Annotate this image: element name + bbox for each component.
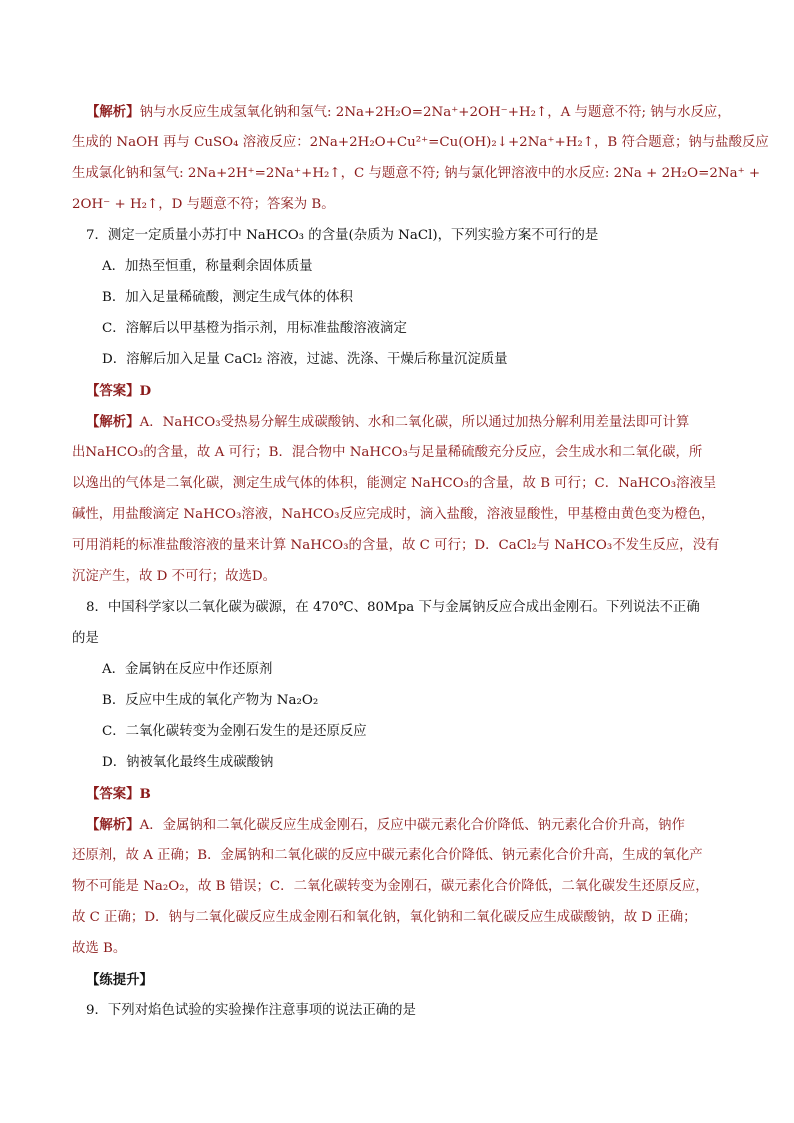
q8-analysis-tag: 【解析】: [86, 817, 140, 833]
analysis6-text: 钠与水反应生成氢氧化钠和氢气: 2Na+2H₂O=2Na⁺+2OH⁻+H₂↑，A 与题意不符; 钠与水反应，: [139, 105, 731, 120]
q7-analysis-line-5: 可用消耗的标准盐酸溶液的量来计算 NaHCO₃的含量，故 C 可行；D．CaCl₂与 NaHCO₃不发生反应，没有: [72, 538, 720, 553]
q7-analysis-line-2: 出NaHCO₃的含量，故 A 可行；B．混合物中 NaHCO₃与足量稀硫酸充分反应，会生成水和二氧化碳，所: [72, 445, 703, 460]
section-heading: 【练提升】: [86, 972, 153, 988]
q7-analysis-line-1: [86, 412, 746, 433]
q8-analysis-text: A．金属钠和二氧化碳反应生成金刚石，反应中碳元素化合价降低、钠元素化合价升高，钠作: [139, 818, 685, 833]
q7-option-b: B．加入足量稀硫酸，测定生成气体的体积: [102, 290, 353, 305]
q8-option-a: A．金属钠在反应中作还原剂: [102, 662, 273, 677]
analysis6-line-1: [86, 102, 746, 123]
q9-stem: 9．下列对焰色试验的实验操作注意事项的说法正确的是: [86, 1003, 416, 1018]
analysis6-tag: 【解析】: [86, 104, 140, 120]
q8-analysis-line-3: 物不可能是 Na₂O₂，故 B 错误；C．二氧化碳转变为金刚石，碳元素化合价降低，二氧化碳发生还原反应，: [72, 879, 709, 894]
q7-analysis-line-3: 以逸出的气体是二氧化碳，测定生成气体的体积，能测定 NaHCO₃的含量，故 B 可行；C．NaHCO₃溶液呈: [72, 476, 717, 491]
q8-analysis-line-2: 还原剂，故 A 正确；B．金属钠和二氧化碳的反应中碳元素化合价降低、钠元素化合价升高，生成的氧化产: [72, 848, 703, 863]
q8-analysis-line-1: [86, 815, 746, 836]
q7-analysis-line-6: 沉淀产生，故 D 不可行；故选D。: [72, 569, 277, 584]
q8-option-b: B．反应中生成的氧化产物为 Na₂O₂: [102, 693, 319, 708]
q7-option-c: C．溶解后以甲基橙为指示剂，用标准盐酸溶液滴定: [102, 321, 407, 336]
q8-analysis-line-4: 故 C 正确；D．钠与二氧化碳反应生成金刚石和氧化钠，氧化钠和二氧化碳反应生成碳酸钠，故 D 正确；: [72, 910, 697, 925]
analysis6-line-4: 2OH⁻ + H₂↑，D 与题意不符；答案为 B。: [72, 197, 335, 212]
q8-option-d: D．钠被氧化最终生成碳酸钠: [102, 755, 274, 770]
analysis6-line-2: 生成的 NaOH 再与 CuSO₄ 溶液反应：2Na+2H₂O+Cu²⁺=Cu(OH)₂↓+2Na⁺+H₂↑，B 符合题意；钠与盐酸反应: [72, 135, 769, 150]
q8-option-c: C．二氧化碳转变为金刚石发生的是还原反应: [102, 724, 367, 739]
q8-analysis-line-5: 故选 B。: [72, 941, 127, 956]
q7-option-d: D．溶解后加入足量 CaCl₂ 溶液，过滤、洗涤、干燥后称量沉淀质量: [102, 352, 508, 367]
q7-stem: 7．测定一定质量小苏打中 NaHCO₃ 的含量(杂质为 NaCl)，下列实验方案不可行的是: [86, 228, 599, 243]
q7-analysis-line-4: 碱性，用盐酸滴定 NaHCO₃溶液，NaHCO₃反应完成时，滴入盐酸，溶液显酸性，甲基橙由黄色变为橙色，: [72, 507, 715, 522]
q7-analysis-tag: 【解析】: [86, 414, 140, 430]
q7-analysis-text: A．NaHCO₃受热易分解生成碳酸钠、水和二氧化碳，所以通过加热分解利用差量法即可计算: [139, 415, 690, 430]
q8-answer: 【答案】B: [86, 786, 151, 802]
q8-stem-line-2: 的是: [72, 631, 99, 646]
q7-answer: 【答案】D: [86, 383, 152, 399]
q8-stem-line-1: 8．中国科学家以二氧化碳为碳源，在 470℃、80Mpa 下与金属钠反应合成出金刚石。下列说法不正确: [86, 600, 700, 615]
q7-option-a: A．加热至恒重，称量剩余固体质量: [102, 259, 313, 274]
analysis6-line-3: 生成氯化钠和氢气: 2Na+2H⁺=2Na⁺+H₂↑，C 与题意不符; 钠与氯化钾溶液中的水反应: 2Na + 2H₂O=2Na⁺ +: [72, 166, 761, 181]
